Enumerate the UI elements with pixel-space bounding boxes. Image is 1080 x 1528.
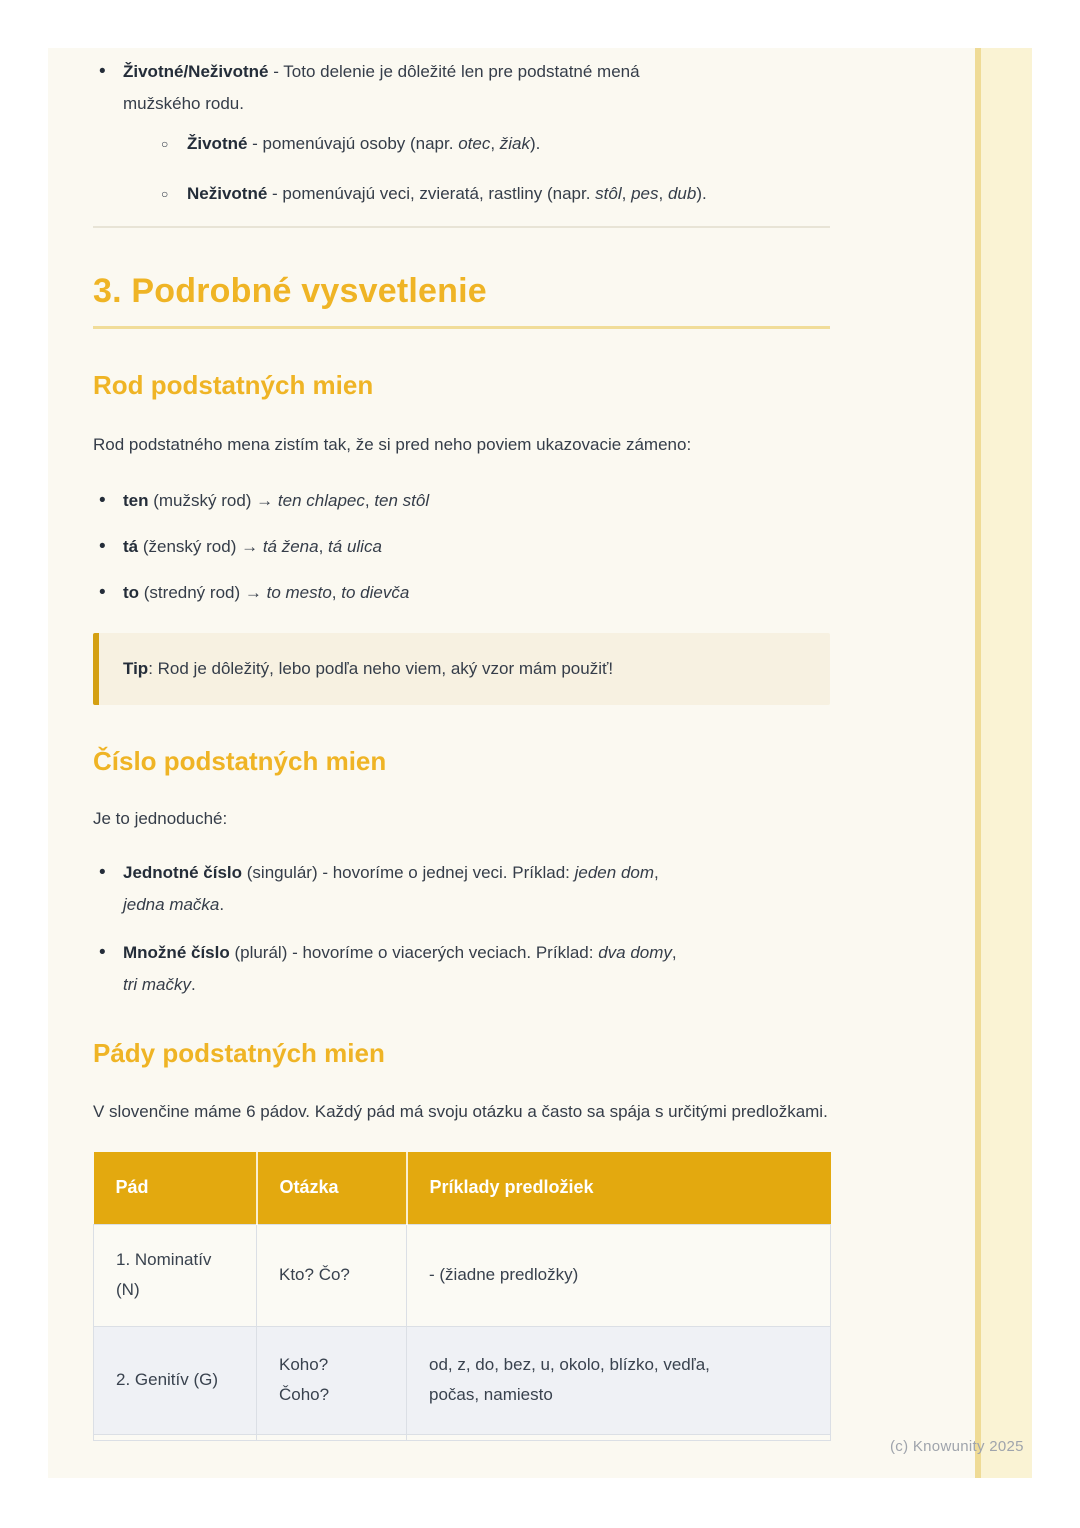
cell-otazka: Kto? Čo? bbox=[257, 1224, 407, 1326]
cases-table-header bbox=[94, 1152, 831, 1224]
list-item bbox=[157, 128, 830, 160]
cell-predlozky: - (žiadne predložky) bbox=[407, 1224, 831, 1326]
page-edge-stripe bbox=[975, 48, 1032, 1478]
list-item bbox=[93, 56, 830, 210]
cell-predlozky bbox=[407, 1434, 831, 1440]
list-item bbox=[93, 531, 830, 563]
list-item-text: to (stredný rod) → to mesto, to dievča bbox=[123, 583, 410, 602]
document-page bbox=[48, 48, 1032, 1478]
tip-text: Tip: Rod je dôležitý, lebo podľa neho viem, aký vzor mám použiť! bbox=[123, 659, 614, 678]
paragraph: Je to jednoduché: bbox=[93, 809, 228, 828]
watermark: (c) Knowunity 2025 bbox=[890, 1438, 1024, 1455]
list-item bbox=[157, 178, 830, 210]
tip-callout bbox=[93, 633, 830, 705]
cell-pad: 1. Nominatív (N) bbox=[94, 1224, 257, 1326]
section-divider bbox=[93, 226, 830, 228]
animate-inanimate-sublist bbox=[157, 128, 830, 210]
list-item bbox=[93, 937, 830, 1001]
list-item-text: Životné - pomenúvajú osoby (napr. otec, žiak). bbox=[187, 134, 541, 153]
cell-pad: 2. Genitív (G) bbox=[94, 1326, 257, 1434]
table-row-clipped bbox=[94, 1434, 831, 1440]
cell-otazka bbox=[257, 1434, 407, 1440]
animate-inanimate-list bbox=[93, 56, 830, 210]
subsection-heading-rod: Rod podstatných mien bbox=[93, 370, 374, 400]
list-item-text: Množné číslo (plurál) - hovoríme o viacerých veciach. Príklad: dva domy, tri mačky. bbox=[123, 943, 677, 994]
list-item bbox=[93, 485, 830, 517]
table-header-otazka: Otázka bbox=[257, 1152, 407, 1224]
list-item bbox=[93, 857, 830, 921]
table-row bbox=[94, 1326, 831, 1434]
list-item-text: Životné/Neživotné - Toto delenie je dôležité len pre podstatné mená mužského rodu. bbox=[123, 62, 640, 113]
list-item-text: ten (mužský rod) → ten chlapec, ten stôl bbox=[123, 491, 430, 510]
paragraph: V slovenčine máme 6 pádov. Každý pád má svoju otázku a často sa spája s určitými predložkami. bbox=[93, 1102, 828, 1121]
paragraph: Rod podstatného mena zistím tak, že si pred neho poviem ukazovacie zámeno: bbox=[93, 435, 692, 454]
cases-table bbox=[93, 1152, 831, 1441]
list-item-text: tá (ženský rod) → tá žena, tá ulica bbox=[123, 537, 382, 556]
cell-pad bbox=[94, 1434, 257, 1440]
subsection-heading-cislo: Číslo podstatných mien bbox=[93, 746, 387, 776]
list-item-text: Jednotné číslo (singulár) - hovoríme o jednej veci. Príklad: jeden dom, jedna mačka. bbox=[123, 863, 659, 914]
cell-otazka: Koho? Čoho? bbox=[257, 1326, 407, 1434]
subsection-heading-pady: Pády podstatných mien bbox=[93, 1038, 385, 1068]
gender-list bbox=[93, 485, 830, 609]
table-header-pad: Pád bbox=[94, 1152, 257, 1224]
list-item-text: Neživotné - pomenúvajú veci, zvieratá, rastliny (napr. stôl, pes, dub). bbox=[187, 184, 707, 203]
section-title: 3. Podrobné vysvetlenie bbox=[93, 270, 830, 329]
list-item bbox=[93, 577, 830, 609]
table-header-predlozky: Príklady predložiek bbox=[407, 1152, 831, 1224]
number-list bbox=[93, 857, 830, 1001]
cell-predlozky: od, z, do, bez, u, okolo, blízko, vedľa, počas, namiesto bbox=[407, 1326, 831, 1434]
document-content bbox=[93, 48, 830, 1441]
table-row bbox=[94, 1224, 831, 1326]
